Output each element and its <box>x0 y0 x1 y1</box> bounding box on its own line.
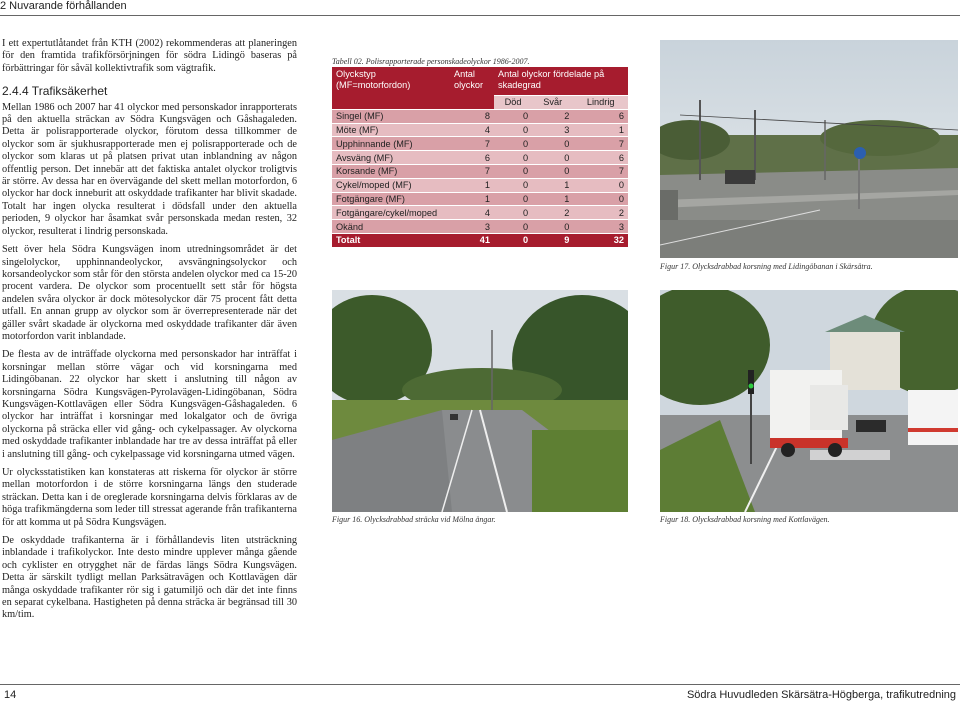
cell-dod: 0 <box>494 123 532 137</box>
paragraph-5: De oskyddade trafikanterna är i förhållandevis liten utsträckning inblandade i trafikolyckor. Inte desto mindre upplever många gående och cyklister en otrygghet när de färdas längs Södra Kungsvägen. Detta är särskilt tydligt mellan Parksätravägen och Kottlavägen där många oskyddade trafikanter rör sig i gatumiljö och där det inte finns en separat cykelbana. Hastigheten på denna sträcka är begränsad till 30 km/tim. <box>2 535 297 621</box>
cell-type: Upphinnande (MF) <box>332 137 450 151</box>
section-heading: 2.4.4 Trafiksäkerhet <box>2 84 108 99</box>
cell-lindrig: 0 <box>573 178 628 192</box>
paragraph-2: Sett över hela Södra Kungsvägen inom utredningsområdet är det singelolyckor, upphinnandeolyckor, avsvängningsolyckor och korsandeolyckor som står för den största andelen olyckor med ca 15-20 procent vardera. De olyckor som procentuellt sett står för högsta andelen svåra olyckor är dock mötesolyckor där 75 procent fått detta utfall. En annan grupp av olyckor som är överrepresenterade när det gäller svårt skadade är olyckorna med oskyddade trafikanter där även motorfordon varit inblandade. <box>2 244 297 342</box>
cell-lindrig: 7 <box>573 137 628 151</box>
table-row <box>332 178 628 192</box>
cell-type: Fotgängare/cykel/moped <box>332 206 450 220</box>
cell-dod: 0 <box>494 233 532 247</box>
paragraph-1: Mellan 1986 och 2007 har 41 olyckor med personskador inrapporterats på den aktuella sträckan av Södra Kungsvägen och Gåshagaleden. Detta är polisrapporterade olyckor, förutom dessa tillkommer de olyckor som är sjukhusrapporterade men ej polisrapporterade och de olyckor som klaras ut på platsen privat utan inblandning av någon offentlig person. Det innebär att det faktiska antalet olyckor troligtvis är större. Av dessa har en övervägande del skett mellan motorfordon, 6 olyckor har dock inneburit att oskyddade trafikanter har blivit skadade. Totalt har ingen olycka resulterat i dödsfall under den aktuella perioden, 9 olyckor har åsamkat svår personskada medan resten, 32 olyckor, resulterat i lindrig personskada. <box>2 101 297 237</box>
table-row <box>332 151 628 165</box>
cell-svar: 0 <box>532 164 573 178</box>
cell-lindrig: 2 <box>573 206 628 220</box>
cell-type: Singel (MF) <box>332 109 450 123</box>
cell-type: Avsväng (MF) <box>332 151 450 165</box>
cell-type: Möte (MF) <box>332 123 450 137</box>
running-header: 2 Nuvarande förhållanden <box>0 0 127 12</box>
figure-16-caption: Figur 16. Olycksdrabbad sträcka vid Mölna ängar. <box>332 515 496 524</box>
cell-lindrig: 6 <box>573 109 628 123</box>
cell-lindrig: 3 <box>573 220 628 234</box>
photo-kottlavagen-crossing <box>660 290 958 512</box>
header-rule <box>0 15 960 16</box>
footer-rule <box>0 684 960 685</box>
cell-lindrig: 6 <box>573 151 628 165</box>
cell-dod: 0 <box>494 164 532 178</box>
page-number: 14 <box>4 689 17 701</box>
paragraph-4: Ur olycksstatistiken kan konstateras att riskerna för olyckor är större mellan motorfordon i de större korsningarna längs den studerade sträckan. Detta kan i de oreglerade korsningarna delvis förklaras av de höga trafikmängderna som leder till stressat agerande från trafikanterna för att komma ut på Södra Kungsvägen. <box>2 467 297 528</box>
cell-svar: 9 <box>532 233 573 247</box>
intro-paragraph: I ett expertutlåtandet från KTH (2002) rekommenderas att planeringen för den framtida trafikförsörjningen för södra Lidingö baseras på förbättringar för såväl kollektivtrafik som vägtrafik. <box>2 38 297 74</box>
photo-road-stretch <box>332 290 628 512</box>
header-count: Antal olyckor <box>450 67 494 109</box>
cell-dod: 0 <box>494 220 532 234</box>
header-type: Olyckstyp (MF=motorfordon) <box>332 67 450 109</box>
cell-type: Fotgängare (MF) <box>332 192 450 206</box>
cell-dod: 0 <box>494 109 532 123</box>
table-row <box>332 123 628 137</box>
cell-svar: 3 <box>532 123 573 137</box>
cell-svar: 0 <box>532 151 573 165</box>
header-svar: Svår <box>532 96 573 110</box>
body-text-column <box>2 38 297 628</box>
cell-type: Okänd <box>332 220 450 234</box>
cell-dod: 0 <box>494 137 532 151</box>
cell-count: 8 <box>450 109 494 123</box>
paragraph-3: De flesta av de inträffade olyckorna med personskador har inträffat i korsningar mellan större vägar och vid korsningarna med Lidingöbanan. 22 olyckor har skett i anslutning till någon av korsningarna Södra Kungsvägen-Pyrolavägen-Lidingöbanan, Södra Kungsvägen-Kottlavägen eller Södra Kungsvägen-Gåshagaleden. 6 olyckor har inträffat i korsningar med lokalgator och de övriga olyckorna på sträcka eller vid gång- och cykelpassager. Av olyckorna med oskyddade trafikanter inblandade har tre av dessa inträffat på eller i anslutning till gång- och cykelpassage vid korsningarna utmed vägen. <box>2 349 297 460</box>
accident-table <box>332 67 628 248</box>
cell-lindrig: 1 <box>573 123 628 137</box>
figure-18-caption: Figur 18. Olycksdrabbad korsning med Kottlavägen. <box>660 515 830 524</box>
table-row <box>332 109 628 123</box>
table-row <box>332 164 628 178</box>
cell-count: 41 <box>450 233 494 247</box>
cell-svar: 0 <box>532 220 573 234</box>
cell-count: 4 <box>450 123 494 137</box>
cell-svar: 1 <box>532 192 573 206</box>
cell-svar: 2 <box>532 206 573 220</box>
cell-dod: 0 <box>494 178 532 192</box>
figure-17-caption: Figur 17. Olycksdrabbad korsning med Lidingöbanan i Skärsätra. <box>660 262 873 271</box>
header-dod: Död <box>494 96 532 110</box>
cell-count: 4 <box>450 206 494 220</box>
cell-count: 1 <box>450 192 494 206</box>
cell-count: 7 <box>450 137 494 151</box>
cell-count: 6 <box>450 151 494 165</box>
table-header-row <box>332 67 628 96</box>
table-row <box>332 206 628 220</box>
header-lindrig: Lindrig <box>573 96 628 110</box>
photo-tram-crossing <box>660 40 958 258</box>
table-caption: Tabell 02. Polisrapporterade personskadeolyckor 1986-2007. <box>332 57 530 66</box>
cell-lindrig: 0 <box>573 192 628 206</box>
cell-count: 7 <box>450 164 494 178</box>
cell-svar: 2 <box>532 109 573 123</box>
cell-type: Korsande (MF) <box>332 164 450 178</box>
table-total-row <box>332 233 628 247</box>
header-distribution: Antal olyckor fördelade på skadegrad <box>494 67 628 96</box>
cell-type: Totalt <box>332 233 450 247</box>
cell-svar: 1 <box>532 178 573 192</box>
cell-dod: 0 <box>494 192 532 206</box>
footer-title: Södra Huvudleden Skärsätra-Högberga, trafikutredning <box>686 689 956 701</box>
table-row <box>332 192 628 206</box>
cell-type: Cykel/moped (MF) <box>332 178 450 192</box>
cell-dod: 0 <box>494 151 532 165</box>
table-row <box>332 220 628 234</box>
cell-count: 3 <box>450 220 494 234</box>
table-row <box>332 137 628 151</box>
cell-svar: 0 <box>532 137 573 151</box>
cell-count: 1 <box>450 178 494 192</box>
cell-lindrig: 32 <box>573 233 628 247</box>
cell-lindrig: 7 <box>573 164 628 178</box>
cell-dod: 0 <box>494 206 532 220</box>
